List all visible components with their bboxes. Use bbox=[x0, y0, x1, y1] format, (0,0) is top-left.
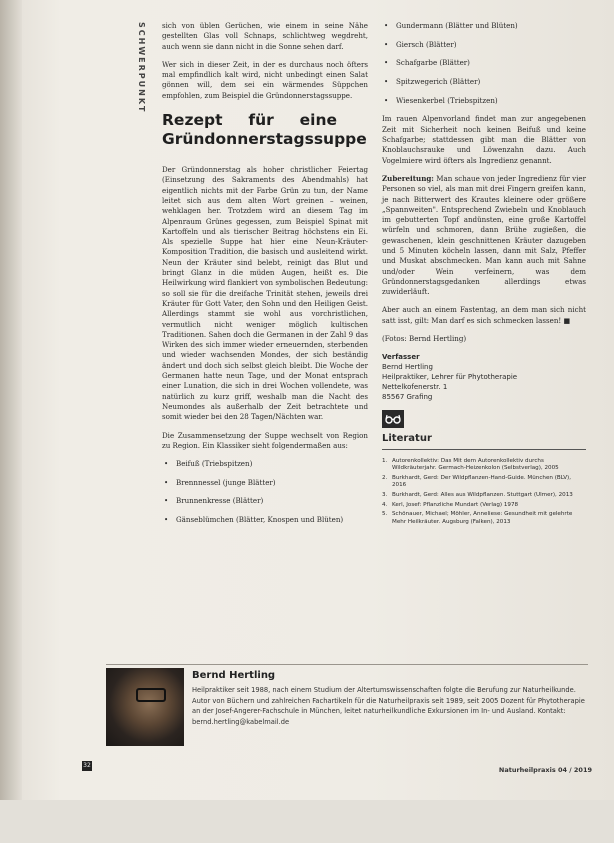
author-bio bbox=[106, 664, 588, 749]
list-item: • Brunnenkresse (Blätter) bbox=[162, 496, 368, 506]
author-label: Verfasser bbox=[382, 353, 420, 362]
literature-section bbox=[382, 434, 586, 526]
list-item: • Wiesenkerbel (Triebspitzen) bbox=[382, 96, 586, 106]
list-item: • Beifuß (Triebspitzen) bbox=[162, 459, 368, 469]
literature-divider bbox=[382, 449, 586, 450]
bio-body: Heilpraktiker seit 1988, nach einem Studium der Altertumswissenschaften folgte die Berufung zur Naturheilkunde. Autor von Büchern und zahlreichen Fachartikeln für die Naturheilpraxis seit 1989, seit 2005 Dozent für Phytotherapie an der Josef-Angerer-Fachschule in München, leitet naturheilkundliche Exkursionen im In- und Ausland. Kontakt: bernd.hertling@kabelmail.de bbox=[192, 686, 585, 726]
literature-title: Literatur bbox=[382, 433, 432, 445]
herb-list-right bbox=[382, 21, 586, 106]
author-line: Heilpraktiker, Lehrer für Phytotherapie bbox=[382, 373, 518, 382]
right-column bbox=[382, 21, 586, 528]
preparation-paragraph bbox=[382, 174, 586, 298]
herb-list-left bbox=[162, 459, 368, 525]
closing-paragraph: Aber auch an einem Fastentag, an dem man sich nicht satt isst, gilt: Man darf es sich schmecken lassen! ■ bbox=[382, 305, 586, 325]
literature-item: 3. Burkhardt, Gerd: Alles aus Wildpflanzen. Stuttgart (Ulmer), 2013 bbox=[382, 492, 573, 499]
list-item: • Giersch (Blätter) bbox=[382, 40, 586, 50]
author-line: Nettelkofenerstr. 1 bbox=[382, 383, 448, 392]
article-heading: Rezept für eine Gründonnerstagssuppe bbox=[162, 111, 367, 149]
intro-paragraph-2: Wer sich in dieser Zeit, in der es durchaus noch öfters mal empfindlich kalt wird, nicht unbedingt einen Salat gönnen will, dem sei ein wärmendes Süppchen empfohlen, zum Beispiel die Gründonnerstagssuppe. bbox=[162, 59, 368, 100]
photo-credit: (Fotos: Bernd Hertling) bbox=[382, 334, 467, 344]
body-paragraph-2: Die Zusammensetzung der Suppe wechselt von Region zu Region. Ein Klassiker sieht folgendermaßen aus: bbox=[162, 430, 368, 450]
author-line: 85567 Grafing bbox=[382, 393, 433, 402]
list-item: • Gänseblümchen (Blätter, Knospen und Blüten) bbox=[162, 515, 368, 525]
literature-item: 2. Burkhardt, Gerd: Der Wildpflanzen-Hand-Guide. München (BLV), 2016 bbox=[382, 474, 572, 489]
literature-item: 1. Autorenkollektiv: Das Mit dem Autorenkollektiv durchs Wildkräuterjahr. Germach-Heizenkolon (Selbstverlag), 2005 bbox=[382, 457, 559, 472]
literature-list bbox=[382, 458, 586, 527]
body-paragraph-1: Der Gründonnerstag als hoher christlicher Feiertag (Einsetzung des Sakraments des Abendmahls) hat eigentlich nichts mit der Farbe Grün zu tun, der Name leitet sich aus dem alten Wort greinen – weinen, wehklagen her. Trotzdem wird an diesem Tag im Alpenraum Grünes gegessen, zum Beispiel Spinat mit Kartoffeln und als tierischer Beitrag höchstens ein Ei. Als spezielle Suppe hat hier eine Neun-Kräuter-Komposition Tradition, die basisch und ausleitend wirkt. Neun der Kräuter sind belebt, reinigt das Blut und bringt Glanz in die müden Augen, heißt es. Die Heilwirkung wird flankiert von symbolischen Bedeutung: so soll sie für die dreifache Trinität stehen, jeweils drei Kräuter für Gott Vater, den Sohn und den Heiligen Geist. Allerdings stammt sie wohl aus vorchristlichen, vermutlich nicht weniger möglich kultischen Traditionen. Sahen doch die Germanen in der Zahl 9 das Wirken des sich immer wieder erneuernden, sterbenden und wieder wachsenden Mondes, der sich beständig ändert und doch sich selbst gleich bleibt. Die Woche der Germanen hatte neun Tage, und der Monat entsprach einer Lunation, die sich in drei Wochen vollendete, was natürlich zu kurz griff, weshalb man die Nacht des Neumondes als außerhalb der Zeit betrachtete und somit wieder bei den 28 Tagen/Nächten war. bbox=[162, 165, 368, 422]
intro-paragraph-1: sich von üblen Gerüchen, wie einem in seine Nähe gestellten Glas voll Schnaps, schlichtweg wegdreht, auch wenn sie dann nicht in die Sonne sehen darf. bbox=[162, 21, 368, 51]
page-number: 32 bbox=[83, 762, 91, 769]
bio-text bbox=[192, 670, 586, 727]
left-column bbox=[162, 21, 368, 534]
literature-item: 5. Schönauer, Michael; Möhler, Anneliese: Gesundheit mit gelehrte Mehr Heilkräuter. Augsburg (Falken), 2013 bbox=[382, 511, 573, 525]
regional-paragraph: Im rauen Alpenvorland findet man zur angegebenen Zeit mit Sicherheit noch keinen Beifuß und keine Schafgarbe; stattdessen gibt man die Blätter von Knoblauchsrauke und Löwenzahn dazu. Auch Vogelmiere wird öfters als Ingredienz genannt. bbox=[382, 114, 586, 165]
literature-item: 4. Kerl, Josef: Pflanzliche Mundart (Verlag) 1978 bbox=[382, 501, 519, 508]
section-label: SCHWERPUNKT bbox=[137, 22, 146, 114]
preparation-text: Man schaue von jeder Ingredienz für vier Personen so viel, als man mit drei Fingern greifen kann, je nach Bitterwert des Krautes kleinere oder größere „Spannweiten". Entsprechend Zwiebeln und Knoblauch im gebutterten Topf andünsten, eine große Kartoffel würfeln und schmoren, dann Brühe zugießen, die gewaschenen, klein geschnittenen Kräuter dazugeben und 5 Minuten köcheln lassen, dann mit Salz, Pfeffer und Muskat abschmecken. Man kann auch mit Sahne und/oder Wein verfeinern, was dem Gründonnerstagsgedanken allerdings etwas zuwiderläuft. bbox=[382, 173, 586, 297]
glasses-icon bbox=[382, 410, 404, 428]
journal-footer: Naturheilpraxis 04 / 2019 bbox=[498, 766, 592, 774]
author-block bbox=[382, 352, 586, 402]
preparation-label: Zubereitung: bbox=[382, 173, 434, 183]
list-item: • Schafgarbe (Blätter) bbox=[382, 58, 586, 68]
author-photo bbox=[106, 668, 184, 746]
author-line: Bernd Hertling bbox=[382, 363, 433, 372]
list-item: • Gundermann (Blätter und Blüten) bbox=[382, 21, 586, 31]
binding-shadow bbox=[0, 0, 22, 843]
page-bottom-margin bbox=[0, 800, 614, 843]
bio-name: Bernd Hertling bbox=[192, 670, 276, 681]
list-item: • Brennnessel (junge Blätter) bbox=[162, 478, 368, 488]
list-item: • Spitzwegerich (Blätter) bbox=[382, 77, 586, 87]
